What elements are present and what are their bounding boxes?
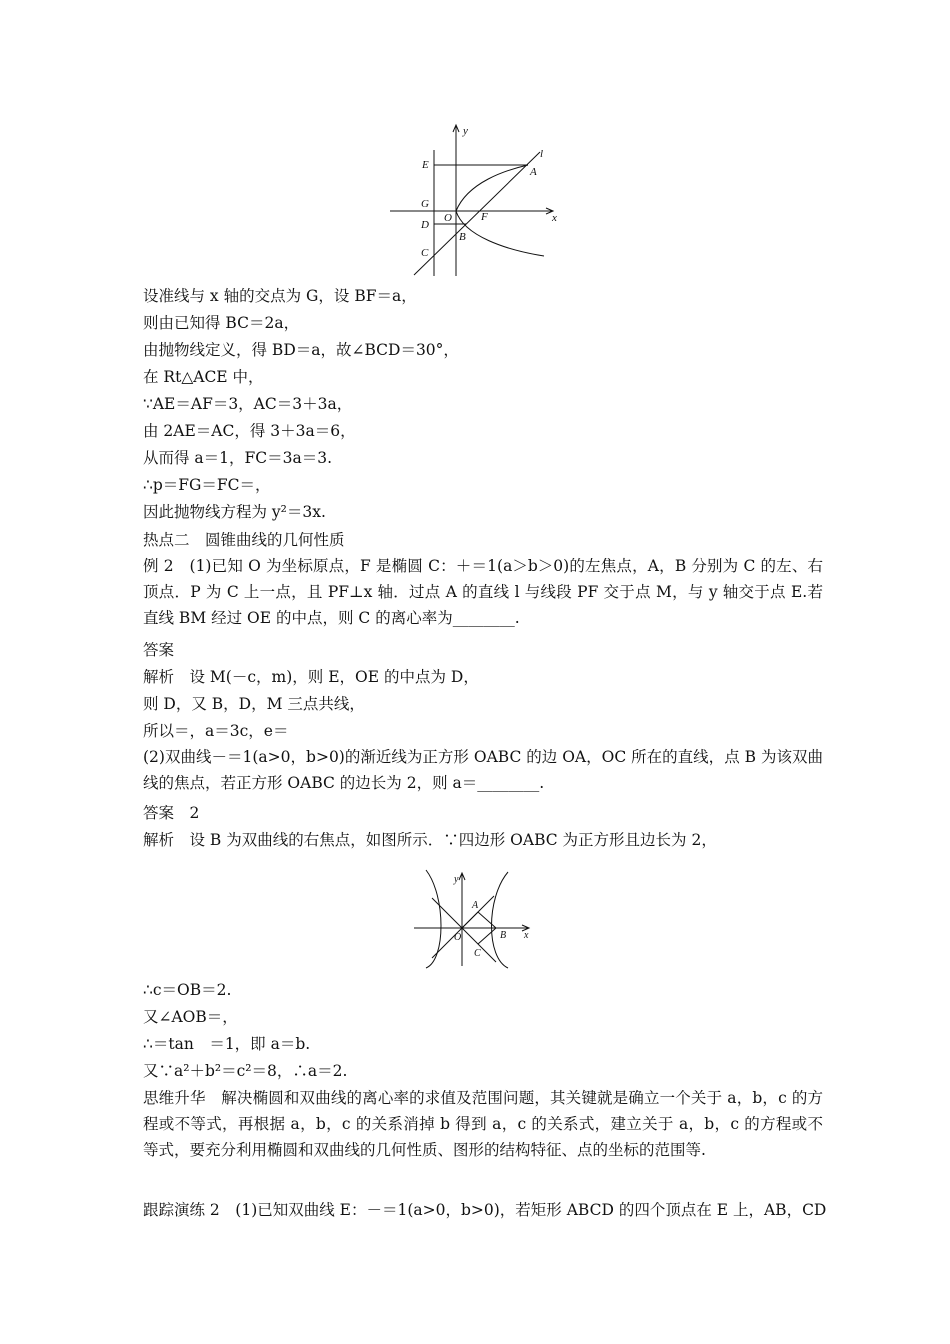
text-line: 由抛物线定义，得 BD＝a，故∠BCD＝30°， [143, 341, 459, 359]
label-O: O [444, 212, 452, 224]
label-A: A [472, 900, 479, 911]
text-line: 从而得 a＝1，FC＝3a＝3. [143, 449, 333, 467]
text-line: 所以＝，a＝3c，e＝ [143, 722, 289, 740]
example-2-part-2: (2)双曲线－＝1(a>0，b>0)的渐近线为正方形 OABC 的边 OA，OC 所在的直线，点 B 为该双曲线的焦点，若正方形 OABC 的边长为 2，则 a＝________. [143, 748, 823, 792]
exercise-line: 跟踪演练 2 (1)已知双曲线 E：－＝1(a>0，b>0)，若矩形 ABCD 的四个顶点在 E 上，AB，CD [143, 1201, 827, 1219]
answer-label: 答案 2 [143, 804, 200, 822]
label-O: O [454, 932, 462, 943]
label-C: C [474, 948, 481, 959]
section-heading: 热点二 圆锥曲线的几何性质 [143, 531, 345, 549]
hyperbola-figure [412, 866, 542, 970]
text-line: 则 D，又 B，D，M 三点共线， [143, 695, 365, 713]
text-line: ∴c＝OB＝2. [143, 981, 232, 999]
asymptote-1 [432, 898, 496, 962]
text-line: 解析 设 M(－c，m)，则 E，OE 的中点为 D， [143, 668, 479, 686]
text-line: 因此抛物线方程为 y²＝3x. [143, 503, 326, 521]
label-C: C [421, 247, 429, 259]
label-x: x [552, 212, 557, 224]
text-line: 在 Rt△ACE 中， [143, 368, 264, 386]
label-x: x [524, 930, 529, 941]
example-2-part-1: 例 2 (1)已知 O 为坐标原点，F 是椭圆 C：＋＝1(a＞b＞0)的左焦点，A，B 分别为 C 的左、右顶点．P 为 C 上一点，且 PF⊥x 轴．过点 A 的直线 l 与线段 PF 交于点 M，与 y 轴交于点 E.若直线 BM 经过 OE 的中点，则 C 的离心率为________. [143, 557, 823, 627]
text-line: ∴p＝FG＝FC＝， [143, 476, 271, 494]
text-line: 又∠AOB＝， [143, 1008, 238, 1026]
label-B: B [500, 930, 507, 941]
text-line: 由 2AE＝AC，得 3＋3a＝6， [143, 422, 356, 440]
label-F: F [481, 211, 488, 223]
summary-paragraph: 思维升华 解决椭圆和双曲线的离心率的求值及范围问题，其关键就是确立一个关于 a，b，c 的方程或不等式，再根据 a，b，c 的关系消掉 b 得到 a，c 的关系式，建立关于 a，b，c 的方程或不等式，要充分利用椭圆和双曲线的几何性质、图形的结构特征、点的坐标的范围等. [143, 1089, 823, 1159]
text-line: 设准线与 x 轴的交点为 G，设 BF＝a， [143, 287, 417, 305]
label-y: y [463, 125, 468, 137]
text-line: ∴＝tan ＝1，即 a＝b. [143, 1035, 311, 1053]
text-line: 解析 设 B 为双曲线的右焦点，如图所示．∵四边形 OABC 为正方形且边长为 2， [143, 831, 717, 849]
hyperbola-left-branch [426, 870, 441, 968]
label-D: D [421, 219, 429, 231]
label-G: G [421, 198, 429, 210]
label-y: y [454, 874, 459, 885]
label-A: A [530, 166, 537, 178]
text-line: ∵AE＝AF＝3，AC＝3＋3a， [143, 395, 353, 413]
label-E: E [422, 159, 429, 171]
label-B: B [459, 231, 466, 243]
label-l: l [540, 148, 544, 160]
answer-label: 答案 [143, 641, 175, 659]
text-line: 则由已知得 BC＝2a， [143, 314, 300, 332]
parabola-figure [388, 120, 568, 280]
text-line: 又∵a²＋b²＝c²＝8，∴a＝2. [143, 1062, 348, 1080]
hyperbola-right-branch [492, 872, 509, 968]
line-l [414, 152, 540, 275]
